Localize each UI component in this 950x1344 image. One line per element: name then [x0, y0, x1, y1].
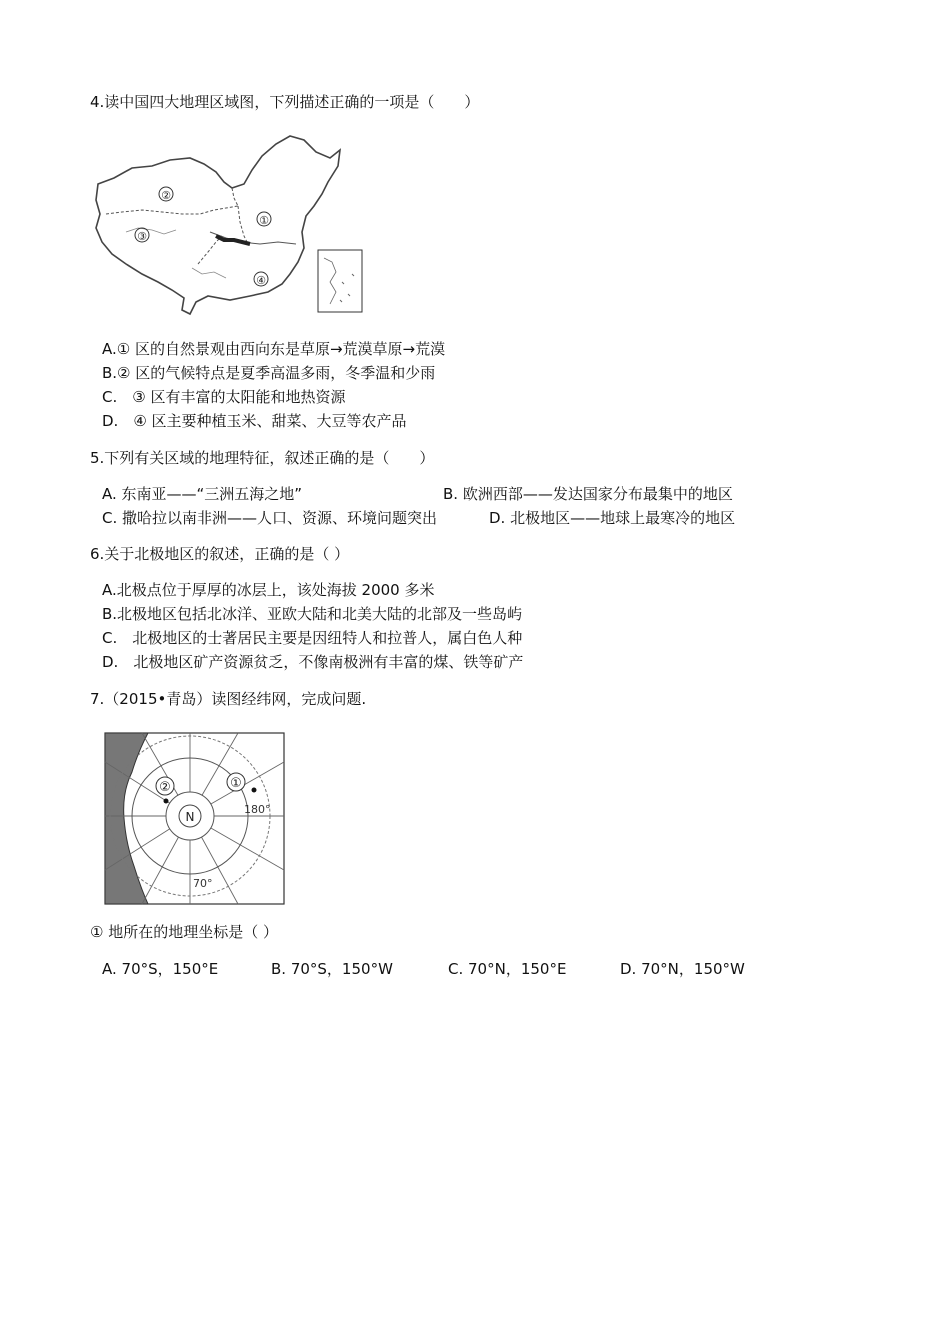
q6-option-a[interactable]: A.北极点位于厚厚的冰层上，该处海拔 2000 多米	[102, 581, 435, 599]
terrain-line	[192, 268, 226, 278]
q4-option-c[interactable]: C. ③ 区有丰富的太阳能和地热资源	[102, 388, 346, 406]
point-1-label: ①	[230, 776, 242, 791]
latitude-label: 70°	[193, 877, 213, 890]
q7-stem: 7.（2015•青岛）读图经纬网，完成问题.	[90, 690, 367, 708]
q4-stem: 4.读中国四大地理区域图，下列描述正确的一项是（ ）	[90, 93, 480, 111]
map-label-1: ①	[259, 214, 269, 227]
inset-islands	[340, 274, 354, 302]
q6-stem: 6.关于北极地区的叙述，正确的是（ ）	[90, 545, 350, 563]
q4-option-a[interactable]: A.① 区的自然景观由西向东是草原→荒漠草原→荒漠	[102, 340, 446, 358]
q7-option-c[interactable]: C. 70°N，150°E	[448, 960, 567, 978]
q7-sub-question: ① 地所在的地理坐标是（ ）	[90, 923, 278, 941]
q7-option-d[interactable]: D. 70°N，150°W	[620, 960, 745, 978]
q5-option-b[interactable]: B. 欧洲西部——发达国家分布最集中的地区	[443, 485, 733, 503]
point-1-dot	[252, 788, 257, 793]
q4-option-d[interactable]: D. ④ 区主要种植玉米、甜菜、大豆等农产品	[102, 412, 407, 430]
north-pole-label: N	[185, 810, 195, 824]
terrain-line	[126, 228, 176, 234]
boundary-line	[238, 206, 248, 244]
q7-option-a[interactable]: A. 70°S，150°E	[102, 960, 219, 978]
boundary-line	[106, 206, 238, 214]
china-outline	[96, 136, 340, 314]
q4-option-b[interactable]: B.② 区的气候特点是夏季高温多雨，冬季温和少雨	[102, 364, 436, 382]
inset-coastline	[324, 258, 336, 304]
point-2-dot	[164, 799, 169, 804]
point-2-label: ②	[159, 780, 171, 795]
q6-option-b[interactable]: B.北极地区包括北冰洋、亚欧大陆和北美大陆的北部及一些岛屿	[102, 605, 523, 623]
q5-option-a[interactable]: A. 东南亚——“三洲五海之地”	[102, 485, 303, 503]
q5-option-d[interactable]: D. 北极地区——地球上最寒冷的地区	[489, 509, 736, 527]
q6-option-c[interactable]: C. 北极地区的士著居民主要是因纽特人和拉普人，属白色人种	[102, 629, 523, 647]
q7-option-b[interactable]: B. 70°S，150°W	[271, 960, 393, 978]
q5-option-c[interactable]: C. 撒哈拉以南非洲——人口、资源、环境问题突出	[102, 509, 438, 527]
polar-graticule-figure	[104, 732, 286, 906]
map-label-2: ②	[161, 189, 171, 202]
boundary-line	[232, 188, 238, 206]
q5-stem: 5.下列有关区域的地理特征，叙述正确的是（ ）	[90, 449, 435, 467]
south-sea-inset	[318, 250, 362, 312]
map-label-4: ④	[256, 274, 266, 287]
china-regions-map	[92, 132, 366, 324]
map-label-3: ③	[137, 230, 147, 243]
longitude-label: 180°	[244, 803, 271, 816]
boundary-line	[198, 236, 222, 264]
q6-option-d[interactable]: D. 北极地区矿产资源贫乏，不像南极洲有丰富的煤、铁等矿产	[102, 653, 524, 671]
